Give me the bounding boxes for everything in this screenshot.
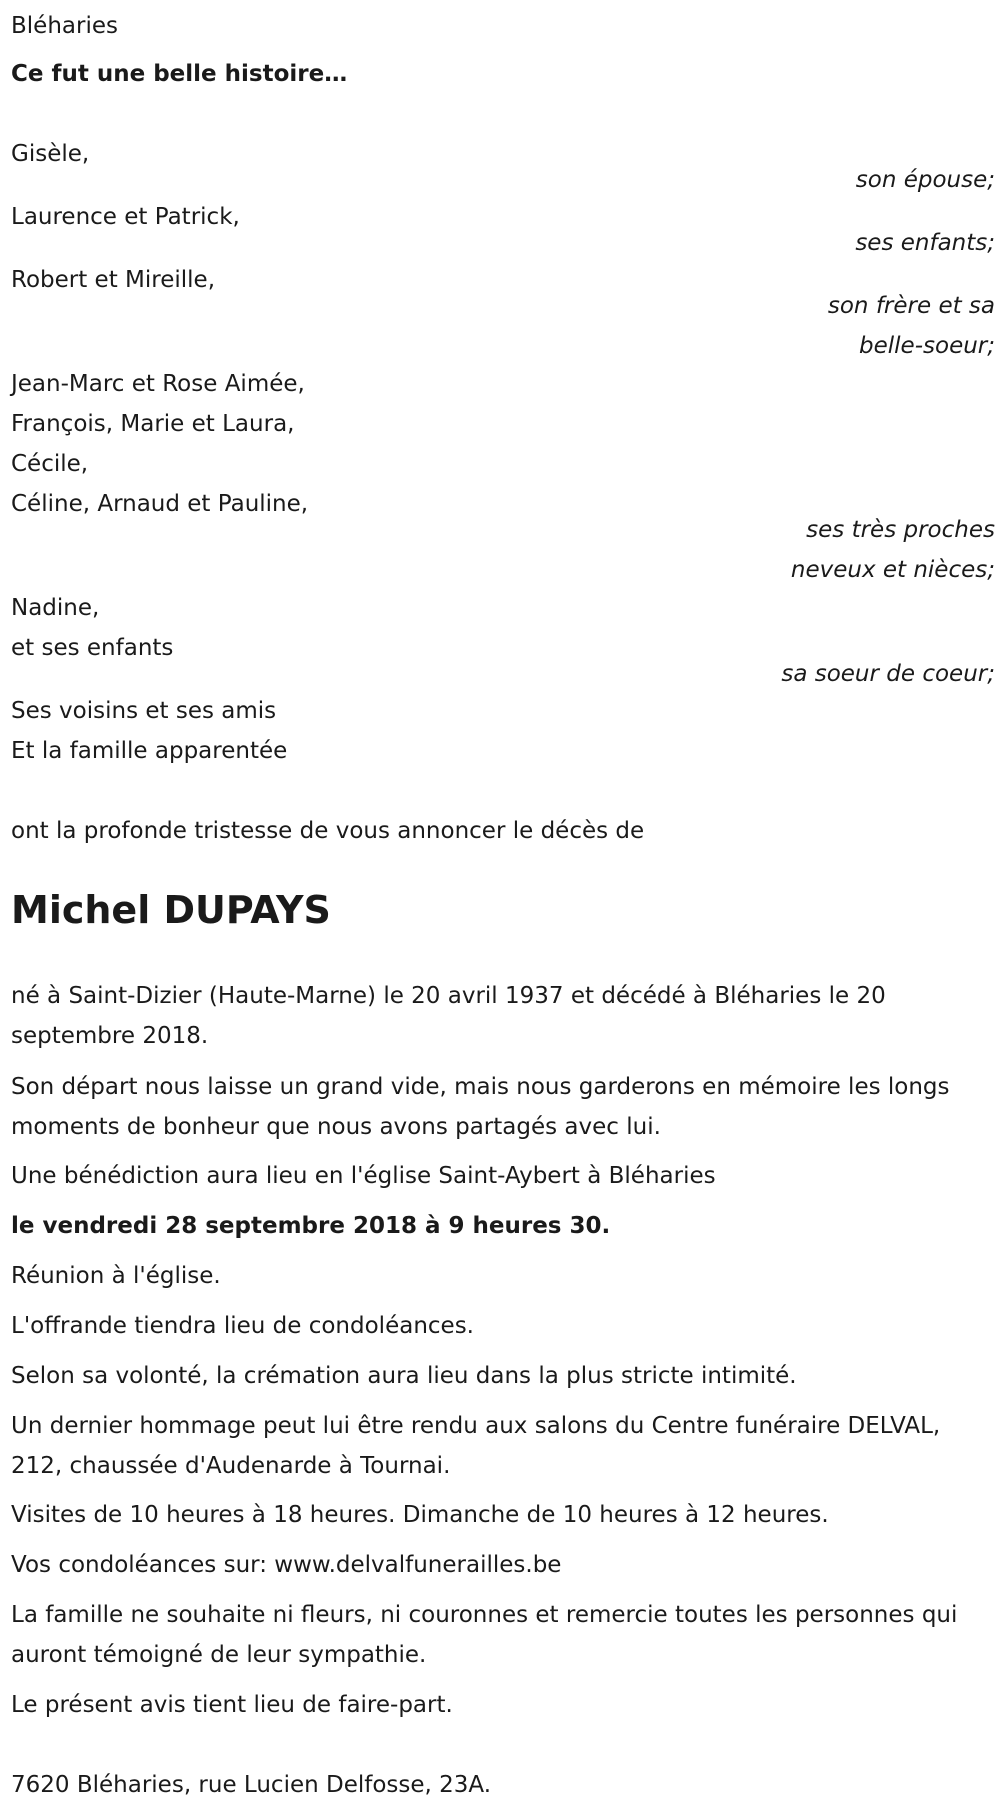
paragraph: Son départ nous laisse un grand vide, mais nous garderons en mémoire les longs moments de bonheur que nous avons partagés avec lui. xyxy=(11,1074,950,1140)
family-name-line: Nadine, xyxy=(11,595,100,621)
address: 7620 Bléharies, rue Lucien Delfosse, 23A. xyxy=(11,1772,492,1798)
family-relation-line: neveux et nièces; xyxy=(790,557,995,583)
paragraph: Visites de 10 heures à 18 heures. Dimanche de 10 heures à 12 heures. xyxy=(11,1502,829,1528)
ceremony-date: le vendredi 28 septembre 2018 à 9 heures 30. xyxy=(11,1213,611,1239)
family-name-line: Laurence et Patrick, xyxy=(11,204,240,230)
paragraph: né à Saint-Dizier (Haute-Marne) le 20 avril 1937 et décédé à Bléharies le 20 septembre 2018. xyxy=(11,983,886,1049)
paragraph: Un dernier hommage peut lui être rendu aux salons du Centre funéraire DELVAL, 212, chaussée d'Audenarde à Tournai. xyxy=(11,1413,941,1479)
condolences-link: Vos condoléances sur: www.delvalfunerailles.be xyxy=(11,1552,562,1578)
paragraph: Selon sa volonté, la crémation aura lieu dans la plus stricte intimité. xyxy=(11,1363,797,1389)
family-name-line: Jean-Marc et Rose Aimée, xyxy=(11,371,305,397)
family-name-line: Cécile, xyxy=(11,451,89,477)
headline: Ce fut une belle histoire… xyxy=(11,61,348,87)
paragraph: Réunion à l'église. xyxy=(11,1263,221,1289)
family-name-line: Robert et Mireille, xyxy=(11,267,216,293)
family-relation-line: sa soeur de coeur; xyxy=(781,661,995,687)
family-relation-line: son épouse; xyxy=(855,167,995,193)
family-relation-line: ses enfants; xyxy=(855,230,995,256)
family-relation-line: son frère et sa xyxy=(827,293,995,319)
family-relation-line: ses très proches xyxy=(806,517,995,543)
family-name-line: François, Marie et Laura, xyxy=(11,411,295,437)
paragraph: L'offrande tiendra lieu de condoléances. xyxy=(11,1313,474,1339)
family-name-line: Céline, Arnaud et Pauline, xyxy=(11,491,309,517)
place-heading: Bléharies xyxy=(11,13,118,39)
paragraph: La famille ne souhaite ni fleurs, ni couronnes et remercie toutes les personnes qui auront témoigné de leur sympathie. xyxy=(11,1602,958,1668)
paragraph: Le présent avis tient lieu de faire-part. xyxy=(11,1692,453,1718)
family-relation-line: belle-soeur; xyxy=(859,333,995,359)
family-name-line: Et la famille apparentée xyxy=(11,738,288,764)
family-name-line: Gisèle, xyxy=(11,141,90,167)
announcement-text: ont la profonde tristesse de vous annoncer le décès de xyxy=(11,818,645,844)
paragraph: Une bénédiction aura lieu en l'église Saint-Aybert à Bléharies xyxy=(11,1163,716,1189)
family-name-line: Ses voisins et ses amis xyxy=(11,698,277,724)
family-name-line: et ses enfants xyxy=(11,635,174,661)
deceased-name: Michel DUPAYS xyxy=(11,888,331,932)
